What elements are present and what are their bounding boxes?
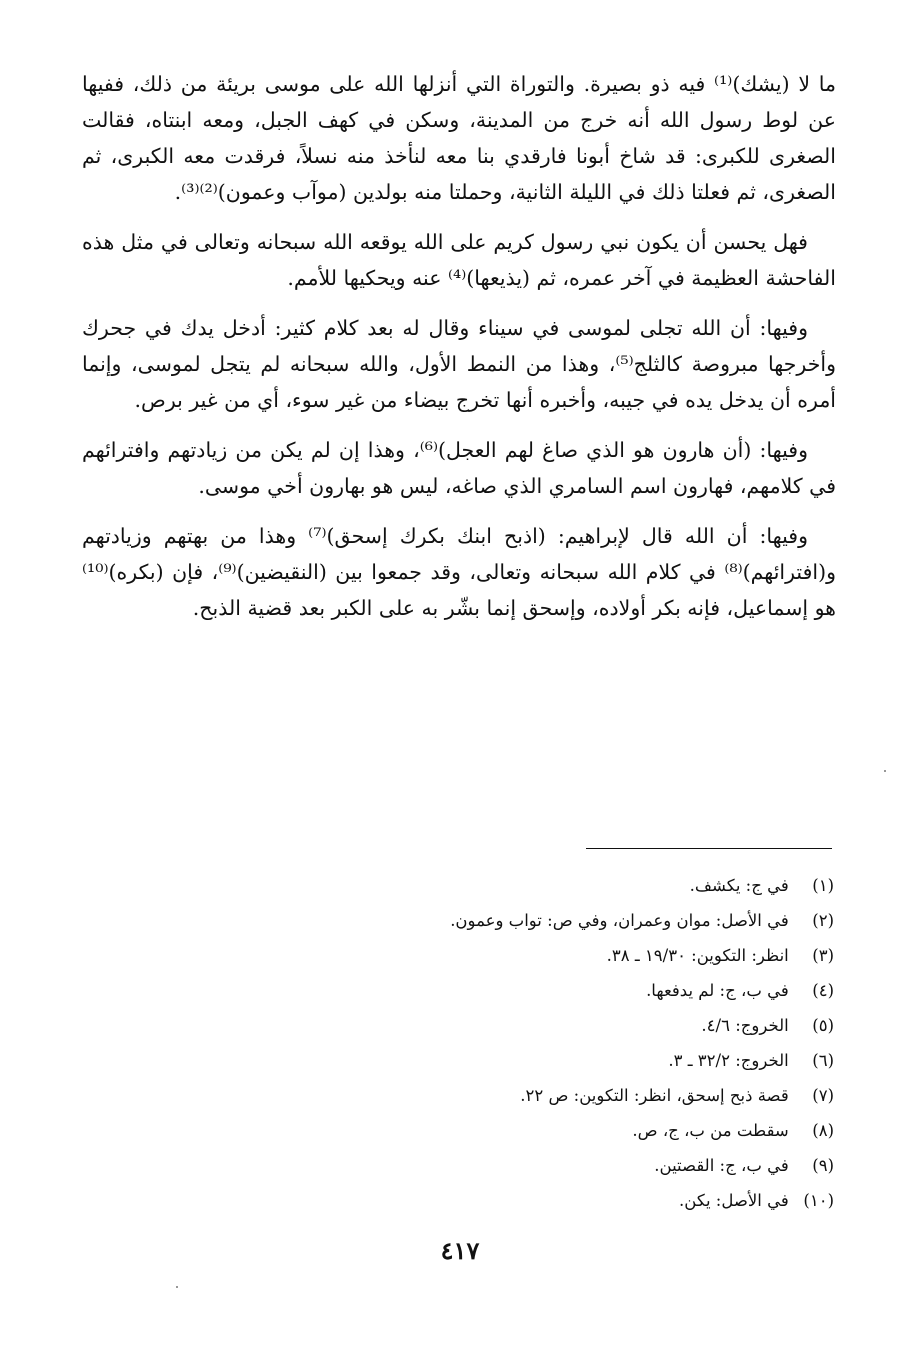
footnote-6 [314,1043,834,1078]
paragraph-4: وفيها: (أن هارون هو الذي صاغ لهم العجل)⁽⁶⁾، وهذا إن لم يكن من زيادتهم وافترائهم في كلامهم، فهارون اسم السامري الذي صاغه، ليس هو بهارون أخي موسى. [82,438,836,498]
paragraph-1: ما لا (يشك)⁽¹⁾ فيه ذو بصيرة. والتوراة التي أنزلها الله على موسى بريئة من ذلك، ففيها عن لوط رسول الله أنه خرج من المدينة، وسكن في كهف الجبل، ومعه ابنتاه، فقالت الصغرى للكبرى: قد شاخ أبونا فارقدي بنا معه لنأخذ منه نسلاً، فرقدت معه الكبرى، ثم الصغرى، ثم فعلتا ذلك في الليلة الثانية، وحملتا منه بولدين (موآب وعمون)⁽²⁾⁽³⁾. [82,72,836,204]
footnote-1 [314,868,834,903]
paragraph-3: وفيها: أن الله تجلى لموسى في سيناء وقال له بعد كلام كثير: أدخل يدك في جحرك وأخرجها مبروصة كالثلج⁽⁵⁾، وهذا من النمط الأول، والله سبحانه لم يتجل لموسى، وإنما أمره أن يدخل يده في جيبه، وأخبره أنها تخرج بيضاء من غير سوء، أي من غير برص. [82,316,837,412]
footnote-text: في ب، ج: القصتين. [654,1156,789,1175]
main-text [82,66,836,640]
footnote-7 [314,1078,834,1113]
footnote-text: في الأصل: يكن. [679,1191,789,1210]
footnote-text: سقطت من ب، ج، ص. [632,1121,789,1140]
paragraph-5: وفيها: أن الله قال لإبراهيم: (اذبح ابنك بكرك إسحق)⁽⁷⁾ وهذا من بهتهم وزيادتهم و(افترائهم)⁽⁸⁾ في كلام الله سبحانه وتعالى، وقد جمعوا بين (النقيضين)⁽⁹⁾، فإن (بكره)⁽¹⁰⁾ هو إسماعيل، فإنه بكر أولاده، وإسحق إنما بشّر به على الكبر بعد قضية الذبح. [82,524,836,620]
footnote-9 [314,1148,834,1183]
footnote-text: الخروج: ٣٢/٢ ـ ٣. [668,1051,789,1070]
footnote-10 [314,1183,834,1218]
scan-speck [884,770,886,772]
footnote-8 [314,1113,834,1148]
footnote-divider [586,848,832,849]
footnote-number: (١) [812,876,834,895]
footnote-number: (٢) [812,911,834,930]
footnote-number: (٤) [812,981,834,1000]
footnotes [314,868,834,1218]
footnote-text: في ب، ج: لم يدفعها. [646,981,789,1000]
footnote-5 [314,1008,834,1043]
paragraph-2: فهل يحسن أن يكون نبي رسول كريم على الله يوقعه الله سبحانه وتعالى في مثل هذه الفاحشة العظيمة في آخر عمره، ثم (يذيعها)⁽⁴⁾ عنه ويحكيها للأمم. [82,230,836,290]
footnote-number: (٩) [812,1156,834,1175]
footnote-number: (٥) [812,1016,834,1035]
footnote-3 [314,938,834,973]
footnote-number: (٣) [812,946,834,965]
footnote-number: (٨) [812,1121,834,1140]
footnote-text: في ج: يكشف. [689,876,789,895]
footnote-number: (١٠) [803,1191,834,1210]
footnote-2 [314,903,834,938]
footnote-text: الخروج: ٤/٦. [701,1016,789,1035]
page-number: ٤١٧ [440,1236,480,1265]
footnote-number: (٦) [812,1051,834,1070]
scan-speck [176,1286,178,1288]
footnote-text: في الأصل: موان وعمران، وفي ص: تواب وعمون. [450,911,789,930]
footnote-text: قصة ذبح إسحق، انظر: التكوين: ص ٢٢. [520,1086,789,1105]
footnote-text: انظر: التكوين: ١٩/٣٠ ـ ٣٨. [606,946,789,965]
footnote-4 [314,973,834,1008]
footnote-number: (٧) [812,1086,834,1105]
